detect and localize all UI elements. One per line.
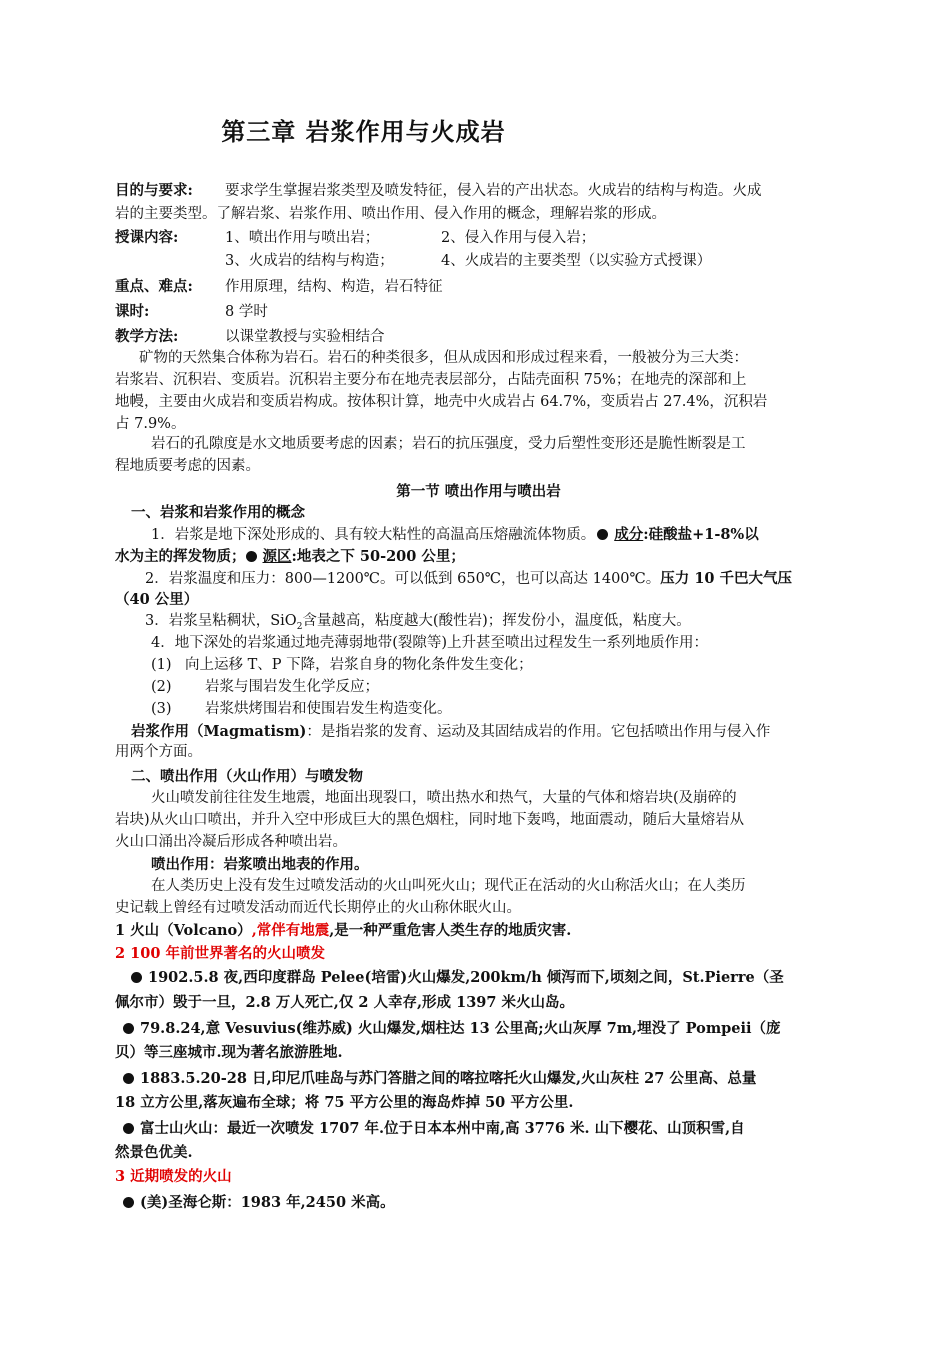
magmatism-def-1: 岩浆作用（Magmatism)：是指岩浆的发育、运动及其固结成岩的作用。它包括喷出作用与侵入作 [131, 723, 771, 740]
content-line-1: 授课内容: 1、喷出作用与喷出岩； 2、侵入作用与侵入岩； [115, 229, 596, 246]
eruption-2-l2: 贝）等三座城市.现为著名旅游胜地. [115, 1044, 343, 1061]
magmatism-def-2: 用两个方面。 [115, 744, 202, 760]
bullet-icon [123, 1073, 134, 1084]
recent-eruption-1: (美)圣海仑斯：1983 年,2450 米高。 [115, 1192, 842, 1213]
item-1-line-1: 1．岩浆是地下深处形成的、具有较大粘性的高温高压熔融流体物质。 成分:硅酸盐+1-8%以 [151, 526, 759, 543]
intro-p1-l4: 占 7.9%。 [115, 416, 186, 432]
hours-line: 课时: 8 学时 [115, 303, 268, 320]
bullet-icon [246, 551, 257, 562]
eruption-1-l2: 佩尔市）毁于一旦，2.8 万人死亡,仅 2 人幸存,形成 1397 米火山岛。 [115, 994, 575, 1011]
volcano-p-l2: 岩块)从火山口喷出，并升入空中形成巨大的黑色烟柱，同时地下轰鸣，地面震动，随后大量熔岩从 [115, 812, 745, 828]
volcano-item-3: 3 近期喷发的火山 [115, 1168, 232, 1185]
bullet-icon [123, 1123, 134, 1134]
eruption-3-l1: 1883.5.20-28 日,印尼爪哇岛与苏门答腊之间的喀拉喀托火山爆发,火山灰柱 27 公里高、总量 [115, 1068, 842, 1089]
dead-volcano-l2: 史记载上曾经有过喷发活动而近代长期停止的火山称休眠火山。 [115, 900, 521, 916]
item-4: 4．地下深处的岩浆通过地壳薄弱地带(裂隙等)上升甚至喷出过程发生一系列地质作用： [151, 635, 709, 651]
content-label: 授课内容: [115, 229, 179, 246]
intro-p1-l2: 岩浆岩、沉积岩、变质岩。沉积岩主要分布在地壳表层部分，占陆壳面积 75%；在地壳的深部和上 [115, 372, 747, 388]
hours-label: 课时: [115, 303, 150, 320]
eruption-2-l1: 79.8.24,意 Vesuvius(维苏威) 火山爆发,烟柱达 13 公里高;火山灰厚 7m,埋没了 Pompeii（庞 [115, 1018, 842, 1039]
subsection-1: 一、岩浆和岩浆作用的概念 [131, 504, 305, 521]
content-line-2: 3、火成岩的结构与构造； 4、火成岩的主要类型（以实验方式授课） [225, 253, 712, 269]
goal-label: 目的与要求: [115, 182, 193, 199]
bullet-icon [597, 529, 608, 540]
page-title: 第三章 岩浆作用与火成岩 [221, 117, 506, 146]
method-line: 教学方法: 以课堂教授与实验相结合 [115, 328, 385, 345]
eruption-3-l2: 18 立方公里,落灰遍布全球；将 75 平方公里的海岛炸掉 50 平方公里. [115, 1094, 574, 1111]
sub-item-2: (2) 岩浆与围岩发生化学反应； [151, 679, 379, 695]
volcano-item-2: 2 100 年前世界著名的火山喷发 [115, 945, 325, 962]
item-3: 3．岩浆呈粘稠状，SiO$_2$含量越高，粘度越大(酸性岩)；挥发份小，温度低，粘度大。 [145, 613, 691, 632]
bullet-icon [131, 972, 142, 983]
key-line: 重点、难点: 作用原理，结构、构造，岩石特征 [115, 278, 443, 295]
intro-p1-l3: 地幔，主要由火成岩和变质岩构成。按体积计算，地壳中火成岩占 64.7%，变质岩占 27.4%，沉积岩 [115, 394, 768, 410]
volcano-p-l3: 火山口涌出冷凝后形成各种喷出岩。 [115, 834, 347, 850]
volcano-p-l1: 火山喷发前往往发生地震，地面出现裂口，喷出热水和热气，大量的气体和熔岩块(及崩碎的 [151, 790, 737, 806]
intro-p2-l1: 岩石的孔隙度是水文地质要考虑的因素；岩石的抗压强度，受力后塑性变形还是脆性断裂是工 [151, 436, 746, 452]
item-1-line-2: 水为主的挥发物质； 源区:地表之下 50-200 公里； [115, 548, 465, 565]
intro-p2-l2: 程地质要考虑的因素。 [115, 458, 260, 474]
eruption-def: 喷出作用：岩浆喷出地表的作用。 [151, 856, 369, 873]
bullet-icon [123, 1197, 134, 1208]
eruption-1-l1: 1902.5.8 夜,西印度群岛 Pelee(培雷)火山爆发,200km/h 倾泻而下,顷刻之间，St.Pierre（圣 [115, 967, 842, 988]
sub-item-3: (3) 岩浆烘烤围岩和使围岩发生构造变化。 [151, 701, 452, 717]
item-2-line-1: 2．岩浆温度和压力：800—1200℃。可以低到 650℃，也可以高达 1400℃。压力 10 千巴大气压 [145, 570, 793, 587]
goal-line-2: 岩的主要类型。了解岩浆、岩浆作用、喷出作用、侵入作用的概念，理解岩浆的形成。 [115, 206, 666, 222]
item-2-line-2: （40 公里） [115, 591, 199, 608]
eruption-4-l2: 然景色优美. [115, 1144, 193, 1161]
bullet-icon [123, 1023, 134, 1034]
key-label: 重点、难点: [115, 278, 193, 295]
dead-volcano-l1: 在人类历史上没有发生过喷发活动的火山叫死火山；现代正在活动的火山称活火山；在人类历 [151, 878, 746, 894]
subsection-2: 二、喷出作用（火山作用）与喷发物 [131, 768, 363, 785]
section-heading: 第一节 喷出作用与喷出岩 [396, 483, 561, 500]
volcano-item-1: 1 火山（Volcano）,常伴有地震,是一种严重危害人类生存的地质灾害. [115, 922, 572, 939]
sub-item-1: (1) 向上运移 T、P 下降，岩浆自身的物化条件发生变化； [151, 657, 533, 673]
goal-line-1: 目的与要求: 要求学生掌握岩浆类型及喷发特征，侵入岩的产出状态。火成岩的结构与构造。火成 [115, 182, 762, 199]
method-label: 教学方法: [115, 328, 179, 345]
eruption-4-l1: 富士山火山：最近一次喷发 1707 年.位于日本本州中南,高 3776 米. 山下樱花、山顶积雪,自 [115, 1118, 842, 1139]
intro-p1-l1: 矿物的天然集合体称为岩石。岩石的种类很多，但从成因和形成过程来看，一般被分为三大类： [139, 350, 748, 366]
